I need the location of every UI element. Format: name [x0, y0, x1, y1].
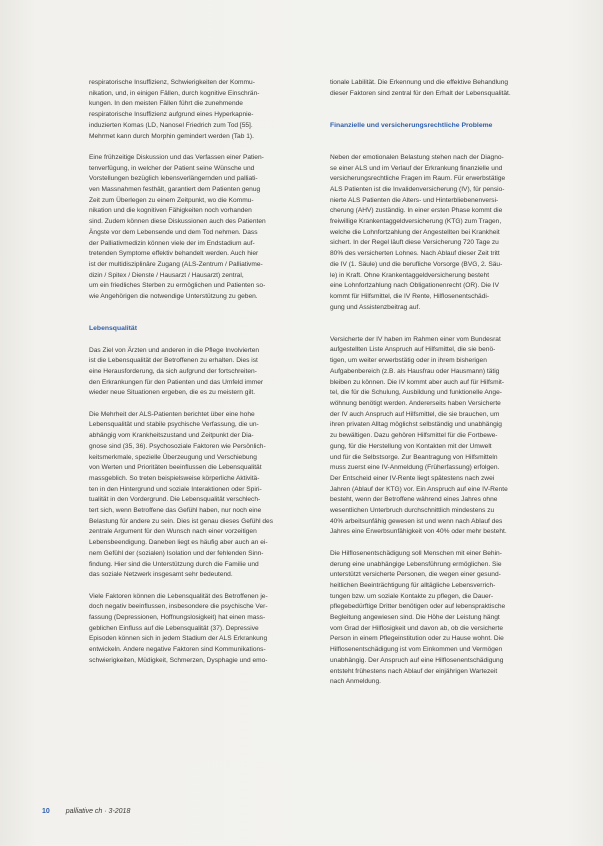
body-paragraph [89, 592, 325, 667]
text-line: das soziale Netzwerk insgesamt sehr bedeutend. [89, 571, 233, 579]
paragraph-spacer [89, 581, 325, 592]
text-line: den Erkrankungen für den Patienten und das Umfeld immer [89, 378, 264, 386]
text-line: muss zuerst eine IV-Anmeldung (Früherfassung) erfolgen. [330, 464, 500, 472]
body-paragraph [330, 549, 566, 688]
text-line: nach Anmeldung. [330, 678, 381, 686]
text-line: Jahres eine Erwerbsunfähigkeit von 40% oder mehr besteht. [330, 528, 507, 536]
paragraph-spacer [89, 313, 325, 324]
paragraph-spacer [89, 399, 325, 410]
page-number: 10 [42, 808, 50, 815]
text-line: tert sich, wenn Betroffene das Gefühl haben, nur noch eine [89, 507, 262, 515]
text-line: nem Gefühl der (sozialen) Isolation und der fehlenden Sinn- [89, 549, 264, 557]
text-line: ten in den Hintergrund und soziale Interaktionen oder Spiri- [89, 485, 262, 493]
text-line: respiratorische Insuffizienz, Schwierigkeiten der Kommu- [89, 79, 255, 86]
text-line: Vorstellungen bezüglich lebensverlängernden und palliati- [89, 175, 258, 183]
text-line: Ängste vor dem Lebensende und dem Tod nehmen. Dass [89, 228, 258, 236]
text-line: gung und Assistenzbeitrag auf. [330, 303, 421, 311]
text-line: der IV auch Anspruch auf Hilfsmittel, die sie brauchen, um [330, 410, 500, 418]
text-line: wesentlichen Unterbruch durchschnittlich mindestens zu [330, 507, 495, 515]
text-line: cherung (AHV) zuständig. In einer ersten Phase kommt die [330, 207, 503, 215]
text-line: tionale Labilität. Die Erkennung und die effektive Behandlung [330, 79, 509, 86]
text-line: Viele Faktoren können die Lebensqualität des Betroffenen je- [89, 592, 268, 600]
text-line: Episoden können sich in jedem Stadium der ALS Erkrankung [89, 635, 268, 643]
text-line: heitlichen Beeinträchtigung für alltägliche Lebensverrich- [330, 581, 496, 589]
text-line: gung, für die Herstellung von Kontakten mit der Umwelt [330, 442, 492, 450]
text-line: die IV (1. Säule) und die berufliche Vorsorge (BVG, 2. Säu- [330, 260, 503, 268]
text-line: sind. Zudem können diese Diskussionen auch des Patienten [89, 218, 266, 226]
paragraph-spacer [330, 110, 566, 121]
text-line: kungen. In den meisten Fällen führt die zunehmende [89, 100, 243, 108]
text-line: wieder neue Situationen ergeben, die es zu meistern gilt. [89, 389, 256, 397]
text-line: 80% des versicherten Lohnes. Nach Ablauf dieser Zeit tritt [330, 250, 500, 258]
text-line: zu bewältigen. Dazu gehören Hilfsmittel für die Fortbewe- [330, 432, 498, 440]
text-line: bleiben zu können. Die IV kommt aber auch auf für Hilfsmit- [330, 378, 505, 386]
text-line: Die Mehrheit der ALS-Patienten berichtet über eine hohe [89, 410, 255, 418]
text-line: vom Grad der Hilflosigkeit und davon ab, ob die versicherte [330, 624, 503, 632]
paragraph-spacer [89, 142, 325, 153]
body-paragraph [330, 78, 566, 99]
text-line: le) in Kraft. Ohne Krankentaggeldversicherung besteht [330, 271, 490, 279]
text-line: Der Entscheid einer IV-Rente liegt spätestens nach zwei [330, 474, 495, 482]
right-column [330, 78, 566, 688]
text-line: Versicherte der IV haben im Rahmen einer vom Bundesrat [330, 335, 501, 343]
text-line: 40% arbeitsunfähig gewesen ist und wenn nach Ablauf des [330, 517, 503, 525]
text-line: Mehrmet kann durch Morphin gemindert werden (Tab 1). [89, 132, 254, 140]
text-line: Das Ziel von Ärzten und anderen in die Pflege Involvierten [89, 346, 260, 354]
section-heading: Finanzielle und versicherungsrechtliche Probleme [330, 121, 493, 129]
paragraph-spacer [330, 99, 566, 110]
paragraph-spacer [330, 324, 566, 335]
text-line: der Palliativmedizin können viele der im Endstadium auf- [89, 239, 255, 247]
text-line: se einer ALS und im Verlauf der Erkrankung finanzielle und [330, 164, 503, 172]
text-line: tenverfügung, in welcher der Patient seine Wünsche und [89, 164, 255, 172]
body-paragraph [89, 410, 325, 581]
text-line: von Werten und Prioritäten beeinflussen die Lebensqualität [89, 464, 262, 472]
body-paragraph [89, 153, 325, 303]
text-line: respiratorische Insuffizienz aufgrund eines Hyperkapnie- [89, 111, 254, 119]
text-line: tualität in den Vordergrund. Die Lebensqualität verschlech- [89, 496, 261, 504]
text-line: eine Lohnfortzahlung nach Obligationenrecht (OR). Die IV [330, 282, 499, 290]
text-line: Lebensqualität und stabile psychische Verfassung, die un- [89, 421, 259, 429]
text-line: zentrale Argument für den Wunsch nach einer vorzeitigen [89, 528, 257, 536]
text-line: um ein friedliches Sterben zu ermöglichen und Patienten so- [89, 282, 266, 290]
text-line: eine Herausforderung, da sich aufgrund der fortschreiten- [89, 367, 257, 375]
text-line: ALS Patienten ist die Invalidenversicherung (IV), für pensio- [330, 185, 505, 193]
text-line: pflegebedürftige Dritter benötigen oder auf lebenspraktische [330, 603, 506, 611]
text-line: Hilflosenentschädigung ist vom Einkommen und Vermögen [330, 646, 503, 654]
left-column [89, 78, 325, 667]
text-line: dizin / Spitex / Dienste / Hausarzt / Hausarzt) zentral, [89, 271, 244, 279]
paragraph-spacer [330, 538, 566, 549]
text-line: entsteht frühestens nach Ablauf der einjährigen Wartezeit [330, 667, 498, 675]
text-line: nierte ALS Patienten die Alters- und Hinterbliebenenversi- [330, 196, 499, 204]
page-footer [42, 808, 130, 815]
text-line: entwickeln. Andere negative Faktoren sind Kommunikations- [89, 646, 266, 654]
text-line: schwierigkeiten, Müdigkeit, Schmerzen, Dysphagie und emo- [89, 656, 268, 664]
text-line: Die Hilflosenentschädigung soll Menschen mit einer Behin- [330, 549, 502, 557]
text-line: sichert. In der Regel läuft diese Versicherung 720 Tage zu [330, 239, 499, 247]
text-line: Jahren (Ablauf der KTG) vor. Ein Anspruch auf eine IV-Rente [330, 485, 508, 493]
text-line: tel, die für die Schulung, Ausbildung und funktionelle Ange- [330, 389, 502, 397]
text-line: derung eine unabhängige Lebensführung ermöglichen. Sie [330, 560, 502, 568]
text-line: tretenden Symptome effektiv behandelt werden. Auch hier [89, 250, 259, 258]
text-line: doch negativ beeinflussen, insbesondere die psychische Ver- [89, 603, 268, 611]
body-paragraph [330, 335, 566, 538]
section-heading: Lebensqualität [89, 325, 137, 333]
text-line: Aufgabenbereich (z.B. als Hausfrau oder Hausmann) tätig [330, 367, 500, 375]
paragraph-spacer [330, 313, 566, 324]
text-line: nikation, und, in einigen Fällen, durch kognitive Einschrän- [89, 89, 260, 97]
text-line: unabhängig. Der Anspruch auf eine Hilflosenentschädigung [330, 656, 504, 664]
text-line: Neben der emotionalen Belastung stehen nach der Diagno- [330, 153, 504, 161]
text-line: tigen, um weiter erwerbstätig oder in ihrem bisherigen [330, 357, 487, 365]
paragraph-spacer [330, 131, 566, 142]
text-line: unterstützt versicherte Personen, die wegen einer gesund- [330, 571, 501, 579]
body-paragraph [89, 78, 325, 142]
publication-name: palliative ch · 3-2018 [65, 808, 131, 815]
paragraph-spacer [89, 335, 325, 346]
text-line: nikation und die kognitiven Fähigkeiten noch vorhanden [89, 207, 252, 215]
paragraph-spacer [330, 142, 566, 153]
text-line: ist der multidisziplinäre Zugang (ALS-Zentrum / Palliativme- [89, 260, 263, 268]
body-paragraph [89, 346, 325, 400]
text-line: gnose sind (35, 36). Psychosoziale Faktoren wie Persönlich- [89, 442, 266, 450]
paragraph-spacer [89, 303, 325, 314]
text-line: Eine frühzeitige Diskussion und das Verfassen einer Patien- [89, 153, 264, 161]
text-line: und für die Selbstsorge. Zur Beantragung von Hilfsmitteln [330, 453, 498, 461]
text-line: Zeit zum Überlegen zu einem Zeitpunkt, wo die Kommu- [89, 196, 254, 204]
text-line: geblichen Einfluss auf die Lebensqualität (37). Depressive [89, 624, 259, 632]
text-line: dieser Faktoren sind zentral für den Erhalt der Lebensqualität. [330, 89, 511, 97]
text-line: besteht, wenn der Betroffene während eines Jahres ohne [330, 496, 498, 504]
text-line: welche die Lohnfortzahlung der Angestellten bei Krankheit [330, 228, 500, 236]
text-line: tungen bzw. um soziale Kontakte zu pflegen, die Dauer- [330, 592, 494, 600]
text-line: freiwillige Krankentaggeldversicherung (KTG) zum Tragen, [330, 218, 502, 226]
text-line: keitsmerkmale, spezielle Überzeugung und Verschiebung [89, 453, 257, 461]
body-paragraph [330, 153, 566, 314]
text-line: abhängig vom Krankheitszustand und Zeitpunkt der Dia- [89, 432, 254, 440]
text-line: ist die Lebensqualität der Betroffenen zu erhalten. Dies ist [89, 357, 258, 365]
text-line: ihren privaten Alltag möglichst selbständig und unabhängig [330, 421, 502, 429]
text-line: massgeblich. So treten beispielsweise körperliche Aktivitä- [89, 474, 260, 482]
text-line: Begleitung angewiesen sind. Die Höhe der Leistung hängt [330, 614, 500, 622]
text-line: Person in einem Pflegeinstitution oder zu Hause wohnt. Die [330, 635, 504, 643]
text-line: aufgestellten Liste Anspruch auf Hilfsmittel, die sie benö- [330, 346, 496, 354]
text-line: ven Massnahmen festhält, garantiert dem Patienten genug [89, 186, 261, 194]
text-line: fassung (Depressionen, Hoffnungslosigkeit) hat einen mass- [89, 614, 266, 622]
text-line: wöhnung benötigt werden. Andererseits haben Versicherte [330, 400, 501, 407]
text-line: induzierten Komas (LD, Nanosel Friedrich zum Tod [55]. [89, 121, 253, 129]
text-line: findung. Hier sind die Unterstützung durch die Familie und [89, 560, 259, 568]
text-line: Belastung für andere zu sein. Dies ist genau dieses Gefühl des [89, 517, 274, 525]
text-line: kommt für Hilfsmittel, die IV Rente, Hilflosenentschädi- [330, 293, 490, 300]
text-line: wie Angehörigen die notwendige Unterstützung zu geben. [89, 293, 258, 301]
text-line: versicherungsrechtliche Fragen im Raum. Für erwerbstätige [330, 175, 506, 183]
text-line: Lebensbeendigung. Daneben liegt es häufig aber auch an ei- [89, 539, 268, 547]
